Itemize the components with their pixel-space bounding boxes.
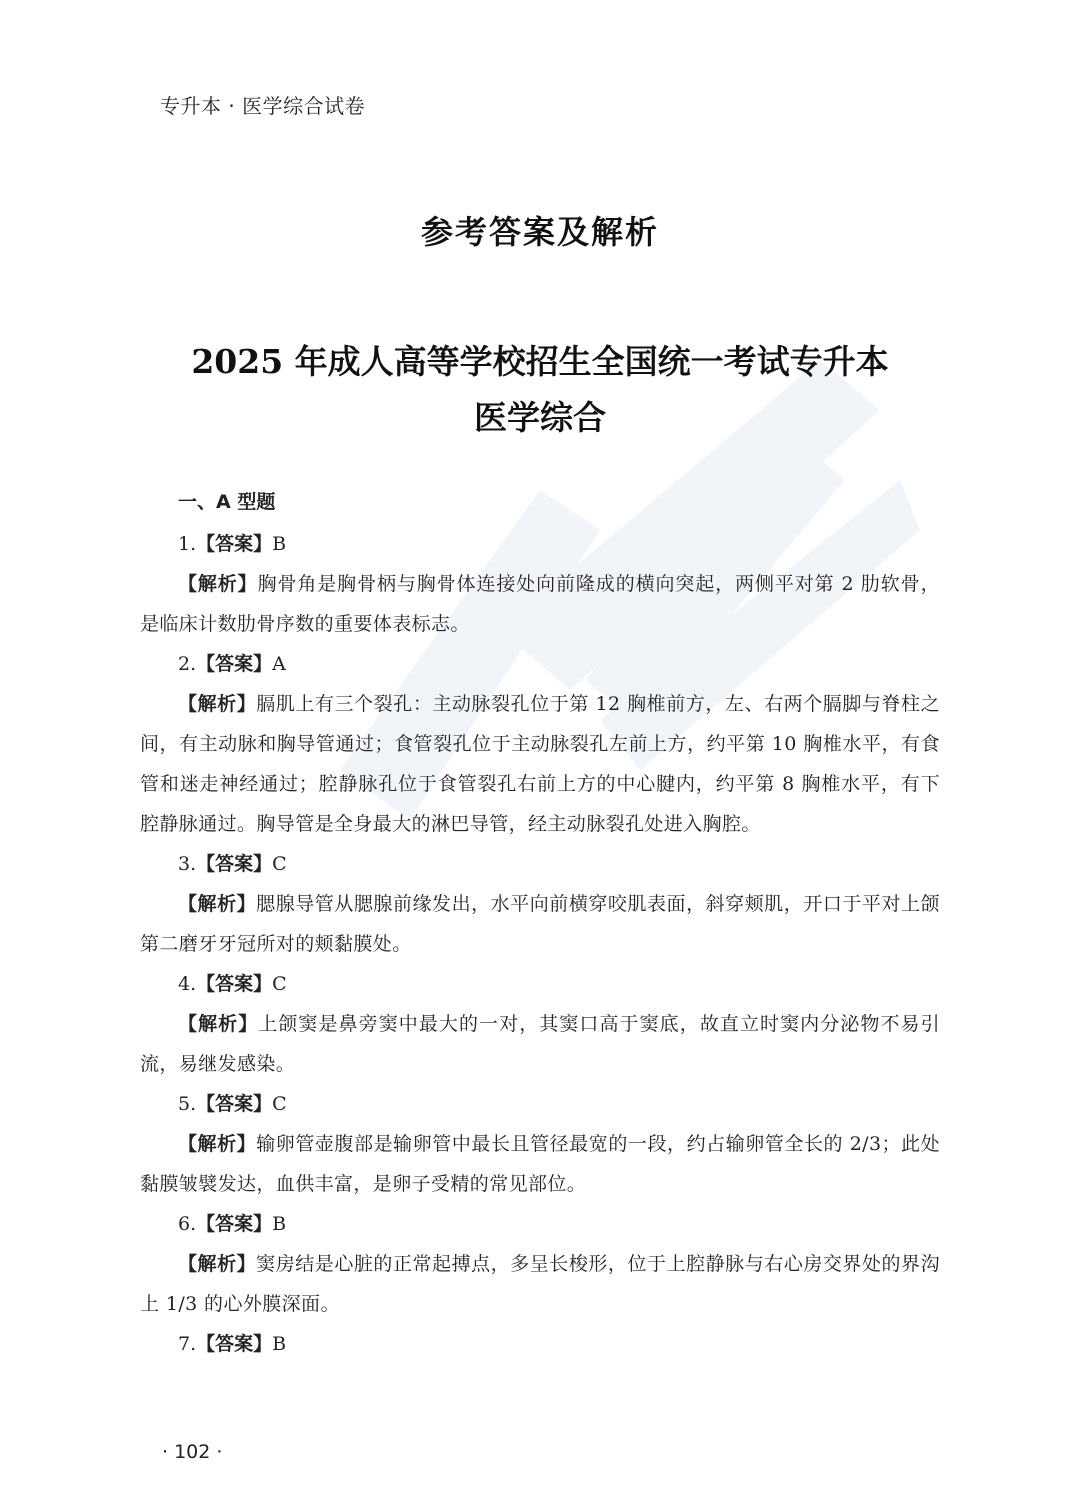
exam-title-line-1: 2025 年成人高等学校招生全国统一考试专升本 <box>191 342 889 381</box>
analysis-1 <box>140 564 940 644</box>
answer-line-1 <box>140 524 940 564</box>
answer-value: B <box>272 1333 287 1355</box>
item-number: 3. <box>178 853 197 875</box>
answer-line-3 <box>140 844 940 884</box>
analysis-tag: 【解析】 <box>178 1013 259 1035</box>
analysis-tag: 【解析】 <box>178 1253 257 1275</box>
answer-tag: 【答案】 <box>196 853 273 875</box>
answer-content <box>140 484 940 1364</box>
exam-title-line-2: 医学综合 <box>474 398 606 437</box>
item-number: 1. <box>178 533 197 555</box>
page-title: 参考答案及解析 <box>420 213 659 251</box>
answer-value: C <box>272 853 287 875</box>
answer-tag: 【答案】 <box>196 533 273 555</box>
item-number: 2. <box>178 653 197 675</box>
answer-tag: 【答案】 <box>196 1333 273 1355</box>
analysis-text: 胸骨角是胸骨柄与胸骨体连接处向前隆成的横向突起，两侧平对第 2 肋软骨，是临床计数肋骨序数的重要体表标志。 <box>140 573 940 635</box>
analysis-2 <box>140 684 940 844</box>
answer-tag: 【答案】 <box>196 973 273 995</box>
page-number: · 102 · <box>162 1441 223 1463</box>
answer-line-4 <box>140 964 940 1004</box>
analysis-tag: 【解析】 <box>178 573 258 595</box>
analysis-3 <box>140 884 940 964</box>
answer-line-2 <box>140 644 940 684</box>
item-number: 6. <box>178 1213 197 1235</box>
answer-value: C <box>272 973 287 995</box>
answer-line-7 <box>140 1324 940 1364</box>
answer-tag: 【答案】 <box>196 653 273 675</box>
analysis-text: 上颌窦是鼻旁窦中最大的一对，其窦口高于窦底，故直立时窦内分泌物不易引流，易继发感染。 <box>140 1013 940 1075</box>
running-header: 专升本 · 医学综合试卷 <box>160 94 366 118</box>
answer-line-5 <box>140 1084 940 1124</box>
analysis-tag: 【解析】 <box>178 693 257 715</box>
item-number: 5. <box>178 1093 197 1115</box>
answer-value: B <box>272 1213 287 1235</box>
analysis-5 <box>140 1124 940 1204</box>
item-number: 7. <box>178 1333 197 1355</box>
answer-line-6 <box>140 1204 940 1244</box>
analysis-text: 膈肌上有三个裂孔：主动脉裂孔位于第 12 胸椎前方，左、右两个膈脚与脊柱之间，有主动脉和胸导管通过；食管裂孔位于主动脉裂孔左前上方，约平第 10 胸椎水平，有食管和迷走神经通过；腔静脉孔位于食管裂孔右前上方的中心腱内，约平第 8 胸椎水平，有下腔静脉通过。胸导管是全身最大的淋巴导管，经主动脉裂孔处进入胸腔。 <box>140 693 941 835</box>
exam-title <box>0 334 1080 446</box>
analysis-tag: 【解析】 <box>178 893 257 915</box>
analysis-text: 窦房结是心脏的正常起搏点，多呈长梭形，位于上腔静脉与右心房交界处的界沟上 1/3 的心外膜深面。 <box>140 1253 940 1315</box>
analysis-text: 输卵管壶腹部是输卵管中最长且管径最宽的一段，约占输卵管全长的 2/3；此处黏膜皱襞发达，血供丰富，是卵子受精的常见部位。 <box>140 1133 940 1195</box>
answer-value: A <box>272 653 286 675</box>
item-number: 4. <box>178 973 197 995</box>
answer-value: B <box>272 533 287 555</box>
analysis-6 <box>140 1244 940 1324</box>
analysis-text: 腮腺导管从腮腺前缘发出，水平向前横穿咬肌表面，斜穿颊肌，开口于平对上颌第二磨牙牙冠所对的颊黏膜处。 <box>140 893 940 955</box>
analysis-4 <box>140 1004 940 1084</box>
section-heading: 一、A 型题 <box>178 491 276 513</box>
analysis-tag: 【解析】 <box>178 1133 257 1155</box>
answer-tag: 【答案】 <box>196 1093 273 1115</box>
answer-value: C <box>272 1093 287 1115</box>
answer-tag: 【答案】 <box>196 1213 273 1235</box>
